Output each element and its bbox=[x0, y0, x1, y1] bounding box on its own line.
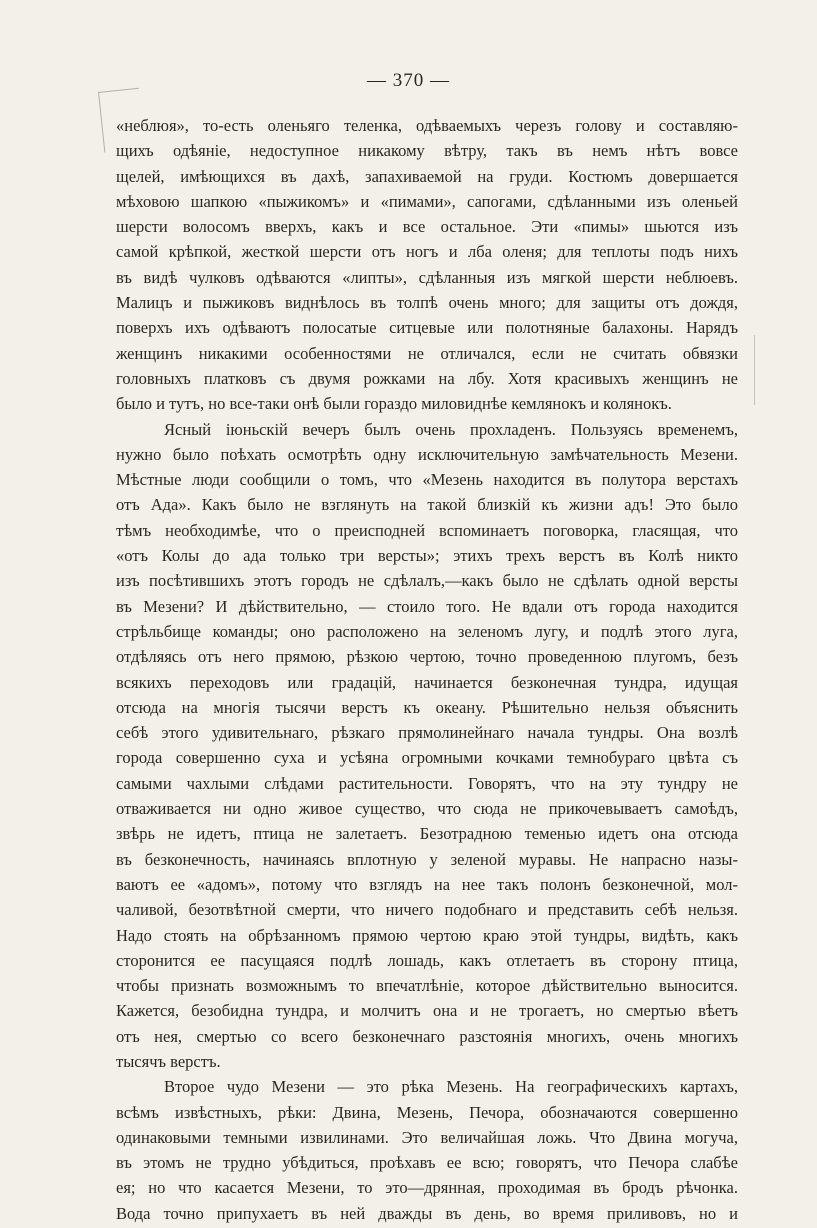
text-line: ваютъ ее «адомъ», потому что взглядъ на нее такъ полонъ безконечной, мол- bbox=[116, 874, 738, 894]
text-line: самыми чахлыми слѣдами растительности. Говорятъ, что на эту тундру не bbox=[116, 773, 738, 793]
text-line: тѣмъ необходимѣе, что о преисподней вспоминаетъ поговорка, гласящая, что bbox=[116, 520, 738, 540]
text-line: Второе чудо Мезени — это рѣка Мезень. На географическихъ картахъ, bbox=[164, 1077, 738, 1097]
text-line: стрѣльбище команды; оно расположено на зеленомъ лугу, и подлѣ этого луга, bbox=[116, 621, 738, 641]
text-line: шерсти волосомъ вверхъ, какъ и все остальное. Эти «пимы» шьются изъ bbox=[116, 217, 738, 237]
text-line: сторонится ее пасущаяся подлѣ лошадь, какъ отлетаетъ въ сторону птица, bbox=[116, 950, 738, 970]
text-line: Ясный іюньскій вечеръ былъ очень прохладенъ. Пользуясь временемъ, bbox=[164, 419, 738, 439]
text-line: отъ нея, смертью со всего безконечнаго разстоянія многихъ, очень многихъ bbox=[116, 1026, 738, 1046]
text-line: отваживается ни одно живое существо, что сюда не прикочевываетъ самоѣдъ, bbox=[116, 799, 738, 819]
text-line: чтобы признать возможнымъ то впечатлѣніе, которое дѣйствительно выносится. bbox=[116, 976, 738, 996]
text-line: отсюда на многія тысячи верстъ къ океану. Рѣшительно нельзя объяснить bbox=[116, 697, 738, 717]
text-line: отъ Ада». Какъ было не взглянуть на такой близкій къ жизни адъ! Это было bbox=[116, 495, 738, 515]
text-line: головныхъ платковъ съ двумя рожками на лбу. Хотя красивыхъ женщинъ не bbox=[116, 368, 738, 388]
text-line: изъ посѣтившихъ этотъ городъ не сдѣлалъ,—какъ было не сдѣлать одной версты bbox=[116, 571, 738, 591]
text-line: Вода точно припухаетъ въ ней дважды въ день, во время приливовъ, но и bbox=[116, 1203, 738, 1223]
text-line: «неблюя», то-есть оленьяго теленка, одѣваемыхъ черезъ голову и составляю- bbox=[116, 116, 738, 135]
text-line: самой крѣпкой, жесткой шерсти отъ ногъ и лба оленя; для теплоты подъ нихъ bbox=[116, 242, 738, 262]
text-line: Надо стоять на обрѣзанномъ прямою чертою краю этой тундры, видѣть, какъ bbox=[116, 925, 738, 945]
text-line: нужно было поѣхать осмотрѣть одну исключительную замѣчательность Мезени. bbox=[116, 444, 738, 464]
text-line: щихъ одѣяніе, недоступное никакому вѣтру, такъ въ немъ нѣтъ вовсе bbox=[116, 141, 738, 161]
text-line: Кажется, безобидна тундра, и молчитъ она и не трогаетъ, но смертью вѣетъ bbox=[116, 1001, 738, 1021]
text-line: себѣ этого удивительнаго, рѣзкаго прямолинейнаго начала тундры. Она возлѣ bbox=[116, 723, 738, 743]
text-line: отдѣляясь отъ него прямою, рѣзкою чертою, точно проведенною плугомъ, безъ bbox=[116, 647, 738, 667]
page-number: — 370 — bbox=[367, 70, 450, 91]
text-line: щелей, имѣющихся въ дахѣ, запахиваемой на груди. Костюмъ довершается bbox=[116, 166, 738, 186]
text-line: звѣрь не идетъ, птица не залетаетъ. Безотрадною теменью идетъ она отсюда bbox=[116, 824, 738, 844]
text-line: было и тутъ, но все-таки онѣ были гораздо миловиднѣе кемлянокъ и колянокъ. bbox=[116, 394, 672, 414]
text-line: Мѣстные люди сообщили о томъ, что «Мезень находится въ полутора верстахъ bbox=[116, 470, 738, 490]
text-line: мѣховою шапкою «пыжикомъ» и «пимами», сапогами, сдѣланными изъ оленьей bbox=[116, 191, 738, 211]
text-line: Малицъ и пыжиковъ виднѣлось въ толпѣ очень много; для защиты отъ дождя, bbox=[116, 293, 738, 313]
text-line: поверхъ ихъ одѣваютъ полосатые ситцевые или полотняные балахоны. Нарядъ bbox=[116, 318, 738, 338]
text-line: города совершенно суха и усѣяна огромными кочками темнобураго цвѣта съ bbox=[116, 748, 738, 768]
margin-pencil-mark bbox=[748, 335, 755, 405]
text-line: «отъ Колы до ада только три версты»; этихъ трехъ верстъ въ Колѣ никто bbox=[116, 546, 738, 566]
text-line: въ безконечность, начинаясь вплотную у зеленой муравы. Не напрасно назы- bbox=[116, 849, 738, 869]
text-line: всякихъ переходовъ или градацій, начинается безконечная тундра, идущая bbox=[116, 672, 738, 692]
body-text bbox=[116, 113, 738, 1226]
text-line: тысячъ верстъ. bbox=[116, 1051, 221, 1071]
text-line: женщинъ никакими особенностями не отличался, если не считать обвязки bbox=[116, 343, 738, 363]
text-line: чаливой, безотвѣтной смерти, что ничего подобнаго и представить себѣ нельзя. bbox=[116, 900, 738, 920]
text-line: ея; но что касается Мезени, то это—дрянная, проходимая въ бродъ рѣчонка. bbox=[116, 1178, 738, 1198]
text-line: въ видѣ чулковъ одѣваются «липты», сдѣланныя изъ мягкой шерсти неблюевъ. bbox=[116, 267, 738, 287]
text-line: въ Мезени? И дѣйствительно, — стоило того. Не вдали отъ города находится bbox=[116, 596, 738, 616]
text-line: одинаковыми темными извилинами. Это величайшая ложь. Что Двина могуча, bbox=[116, 1127, 738, 1147]
text-line: въ этомъ не трудно убѣдиться, проѣхавъ ее всю; говорятъ, что Печора слабѣе bbox=[116, 1153, 738, 1173]
text-line: всѣмъ извѣстныхъ, рѣки: Двина, Мезень, Печора, обозначаются совершенно bbox=[116, 1102, 738, 1122]
